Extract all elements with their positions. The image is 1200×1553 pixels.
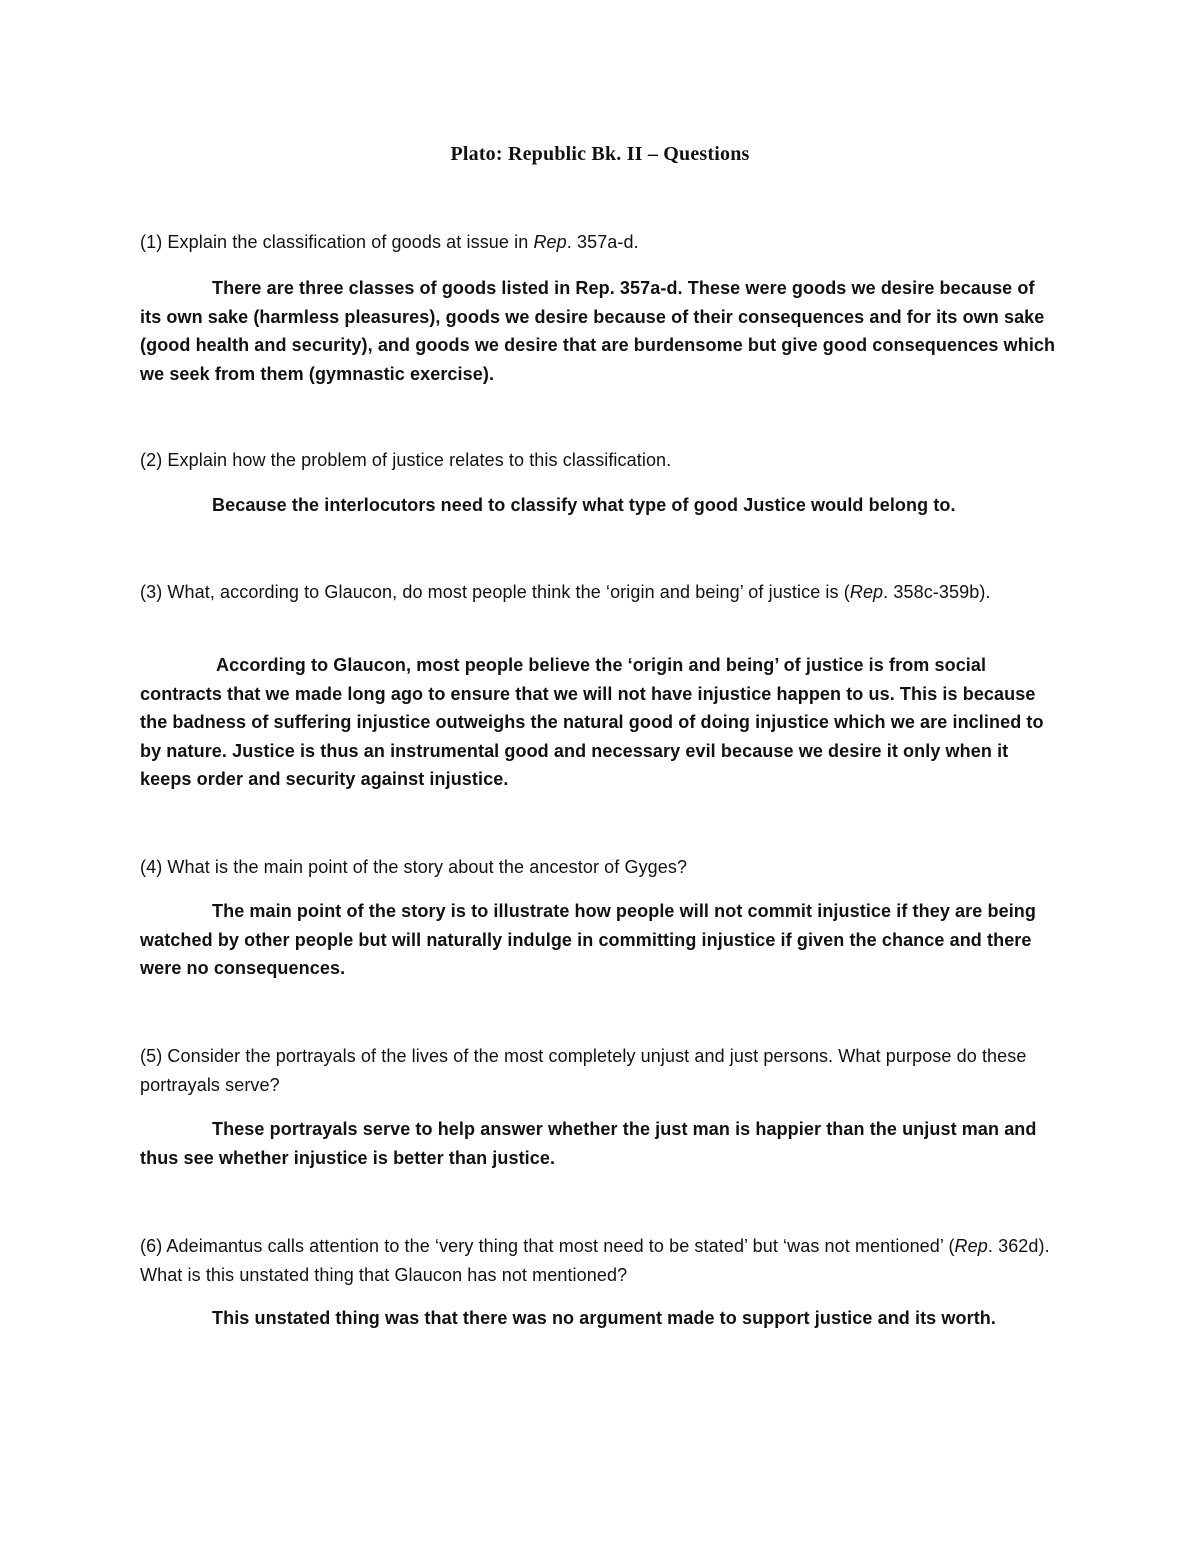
question-number: (1) xyxy=(140,232,163,252)
answer-5: These portrayals serve to help answer whether the just man is happier than the unjust man and thus see whether injustice is better than justice. xyxy=(140,1119,1037,1168)
question-number: (5) xyxy=(140,1046,163,1066)
question-text: Consider the portrayals of the lives of the most completely unjust and just persons. What purpose do these portrayals serve? xyxy=(140,1046,1027,1095)
question-reference: Rep xyxy=(954,1236,988,1256)
answer-3: According to Glaucon, most people believe the ‘origin and being’ of justice is from social contracts that we made long ago to ensure that we will not have injustice happen to us. This is because the badness of suffering injustice outweighs the natural good of doing injustice which we are inclined to by nature. Justice is thus an instrumental good and necessary evil because we desire it only when it keeps order and security against injustice. xyxy=(140,655,1044,789)
question-number: (6) xyxy=(140,1236,163,1256)
question-text-end: . 362d). What is this unstated thing that Glaucon has not mentioned? xyxy=(140,1236,1050,1285)
answer-4: The main point of the story is to illustrate how people will not commit injustice if they are being watched by other people but will naturally indulge in committing injustice if given the chance and there were no consequences. xyxy=(140,901,1036,978)
question-number: (4) xyxy=(140,857,163,877)
question-number: (3) xyxy=(140,582,163,602)
answer-6: This unstated thing was that there was no argument made to support justice and its worth. xyxy=(212,1308,996,1328)
question-text: Explain the classification of goods at issue in xyxy=(167,232,529,252)
question-reference: Rep xyxy=(849,582,884,602)
question-text: Adeimantus calls attention to the ‘very thing that most need to be stated’ but ‘was not mentioned’ ( xyxy=(166,1236,955,1256)
question-text-end: . 357a-d. xyxy=(566,232,639,252)
page-title: Plato: Republic Bk. II – Questions xyxy=(450,143,750,165)
question-2 xyxy=(140,446,1060,475)
question-3 xyxy=(140,578,1060,607)
question-text-end: . 358c-359b). xyxy=(883,582,991,602)
question-5 xyxy=(140,1042,1060,1099)
question-text: What is the main point of the story about the ancestor of Gyges? xyxy=(167,857,688,877)
question-number: (2) xyxy=(140,450,163,470)
question-text: What, according to Glaucon, do most people think the ‘origin and being’ of justice is ( xyxy=(167,582,850,602)
question-6 xyxy=(140,1232,1060,1289)
answer-1: There are three classes of goods listed in Rep. 357a-d. These were goods we desire because of its own sake (harmless pleasures), goods we desire because of their consequences and for its own sake (good health and security), and goods we desire that are burdensome but give good consequences which we seek from them (gymnastic exercise). xyxy=(140,278,1056,384)
answer-2: Because the interlocutors need to classify what type of good Justice would belong to. xyxy=(212,495,956,515)
question-text: Explain how the problem of justice relates to this classification. xyxy=(167,450,672,470)
question-4 xyxy=(140,853,1060,882)
question-reference: Rep xyxy=(533,232,567,252)
question-1 xyxy=(140,228,1060,257)
